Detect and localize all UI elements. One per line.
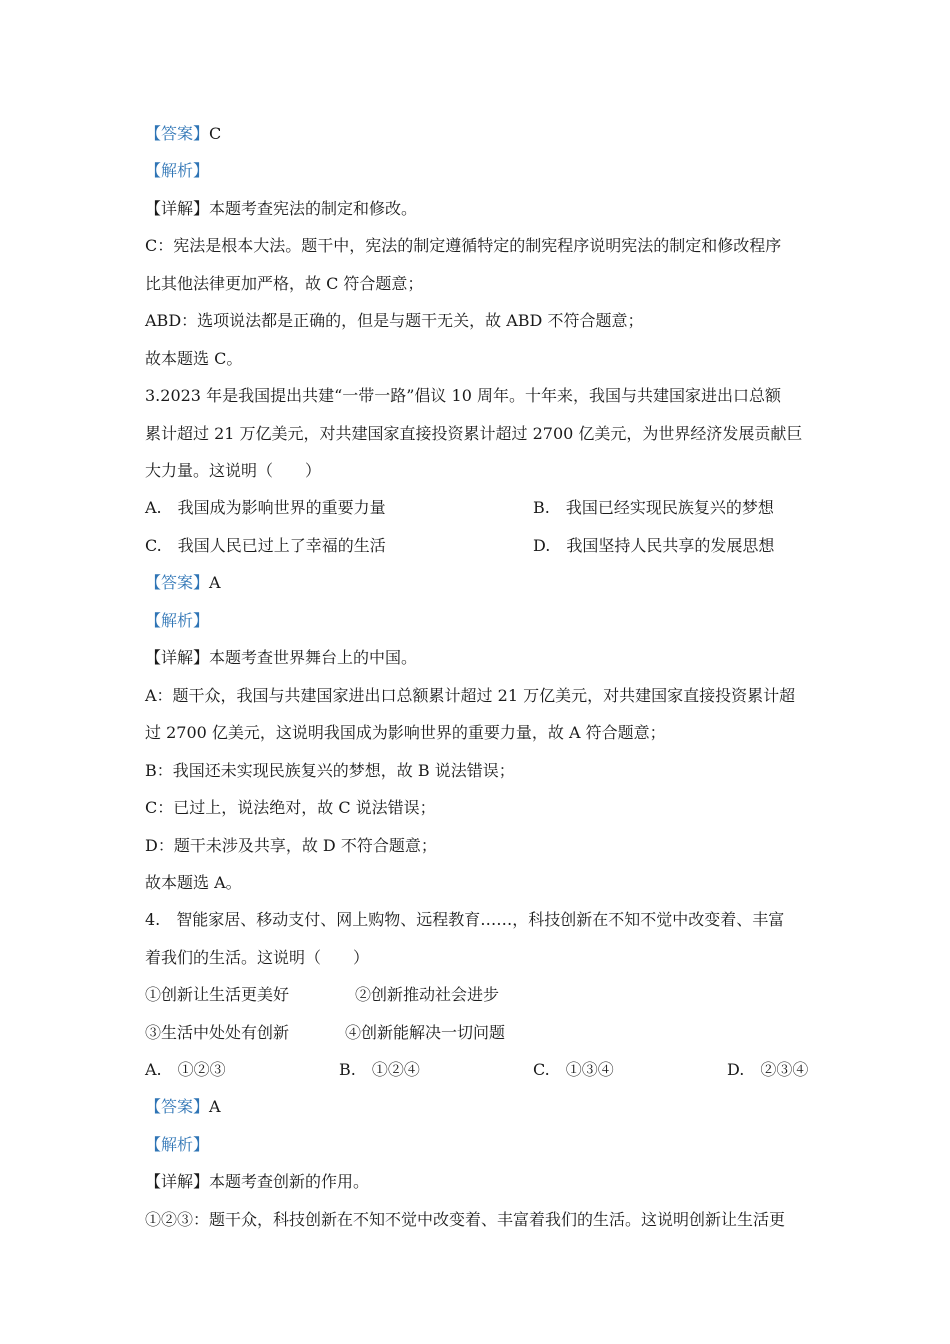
analysis-tag: 【解析】 xyxy=(145,1135,210,1154)
q4-option-a: A. ①②③ xyxy=(145,1060,226,1079)
q3-explanation-line: D：题干未涉及共享，故 D 不符合题意； xyxy=(145,836,437,855)
q3-stem-line: 3.2023 年是我国提出共建“一带一路”倡议 10 周年。十年来，我国与共建国家进出口总额 xyxy=(145,386,781,405)
q3-option-b: B. 我国已经实现民族复兴的梦想 xyxy=(533,498,774,517)
q2-analysis-line xyxy=(145,161,209,181)
q2-conclusion-line: 故本题选 C。 xyxy=(145,349,243,368)
q2-detail-line xyxy=(145,199,417,219)
q4-answer-line xyxy=(145,1097,221,1117)
detail-intro: 本题考查宪法的制定和修改。 xyxy=(209,199,418,218)
q3-conclusion-line: 故本题选 A。 xyxy=(145,873,242,892)
q3-option-c: C. 我国人民已过上了幸福的生活 xyxy=(145,536,386,555)
answer-tag: 【答案】 xyxy=(145,124,210,143)
q4-option-b: B. ①②④ xyxy=(339,1060,420,1079)
detail-intro: 本题考查世界舞台上的中国。 xyxy=(209,648,418,667)
detail-tag: 【详解】 xyxy=(145,648,210,667)
q4-stem-line: 着我们的生活。这说明（ ） xyxy=(145,948,370,967)
q4-stem-line: 4. 智能家居、移动支付、网上购物、远程教育……，科技创新在不知不觉中改变着、丰富 xyxy=(145,910,785,929)
q3-stem-line: 大力量。这说明（ ） xyxy=(145,461,322,480)
q4-item-2: ②创新推动社会进步 xyxy=(355,985,500,1004)
q3-option-a: A. 我国成为影响世界的重要力量 xyxy=(145,498,386,517)
q2-explanation-line: 比其他法律更加严格，故 C 符合题意； xyxy=(145,274,424,293)
q3-stem-line: 累计超过 21 万亿美元，对共建国家直接投资累计超过 2700 亿美元，为世界经济发展贡献巨 xyxy=(145,424,803,443)
q3-option-d: D. 我国坚持人民共享的发展思想 xyxy=(533,536,775,555)
answer-value: A xyxy=(209,573,221,592)
q4-item-3: ③生活中处处有创新 xyxy=(145,1023,290,1042)
analysis-tag: 【解析】 xyxy=(145,161,210,180)
q2-answer-line xyxy=(145,124,221,144)
q3-explanation-line: C：已过上，说法绝对，故 C 说法错误； xyxy=(145,798,436,817)
q3-detail-line xyxy=(145,648,417,668)
answer-value: C xyxy=(209,124,222,143)
q4-explanation-line: ①②③：题干众，科技创新在不知不觉中改变着、丰富着我们的生活。这说明创新让生活更 xyxy=(145,1210,786,1229)
answer-tag: 【答案】 xyxy=(145,573,210,592)
q4-option-c: C. ①③④ xyxy=(533,1060,614,1079)
q4-analysis-line xyxy=(145,1135,209,1155)
q3-explanation-line: B：我国还未实现民族复兴的梦想，故 B 说法错误； xyxy=(145,761,515,780)
q3-explanation-line: A：题干众，我国与共建国家进出口总额累计超过 21 万亿美元，对共建国家直接投资累计超 xyxy=(145,686,796,705)
detail-intro: 本题考查创新的作用。 xyxy=(209,1172,370,1191)
answer-value: A xyxy=(209,1097,221,1116)
q2-explanation-line: C：宪法是根本大法。题干中，宪法的制定遵循特定的制宪程序说明宪法的制定和修改程序 xyxy=(145,236,782,255)
q4-option-d: D. ②③④ xyxy=(727,1060,809,1079)
q4-item-1: ①创新让生活更美好 xyxy=(145,985,290,1004)
detail-tag: 【详解】 xyxy=(145,1172,210,1191)
q3-analysis-line xyxy=(145,611,209,631)
analysis-tag: 【解析】 xyxy=(145,611,210,630)
q4-detail-line xyxy=(145,1172,369,1192)
q4-item-4: ④创新能解决一切问题 xyxy=(345,1023,506,1042)
q2-explanation-line: ABD：选项说法都是正确的，但是与题干无关，故 ABD 不符合题意； xyxy=(145,311,644,330)
q3-explanation-line: 过 2700 亿美元，这说明我国成为影响世界的重要力量，故 A 符合题意； xyxy=(145,723,666,742)
q3-answer-line xyxy=(145,573,221,593)
detail-tag: 【详解】 xyxy=(145,199,210,218)
answer-tag: 【答案】 xyxy=(145,1097,210,1116)
